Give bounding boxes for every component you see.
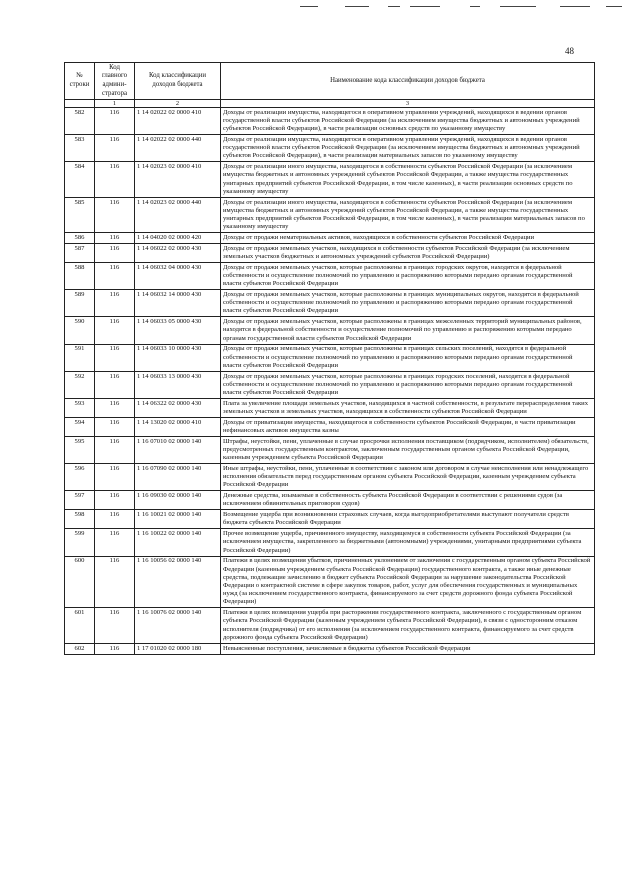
header-admin-code: Код главного админи-стратора bbox=[95, 63, 135, 100]
code-name-cell: Платежи в целях возмещения ущерба при расторжении государственного контракта, заключенного с государственным органом субъекта Российской Федерации (казенным учреждением субъекта Российской Федерации), в связи с односторонним отказом исполнителя (подрядчика) от его исполнения (за исключением государственного контракта, финансируемого за счет средств дорожного фонда субъекта Российской Федерации) bbox=[221, 608, 595, 643]
row-number-cell: 601 bbox=[65, 608, 95, 643]
admin-code-cell: 116 bbox=[95, 290, 135, 317]
admin-code-cell: 116 bbox=[95, 135, 135, 162]
table-row bbox=[65, 107, 595, 134]
admin-code-cell: 116 bbox=[95, 399, 135, 418]
classification-code-cell: 1 16 07010 02 0000 140 bbox=[135, 437, 221, 464]
table-row bbox=[65, 491, 595, 510]
admin-code-cell: 116 bbox=[95, 643, 135, 654]
classification-code-cell: 1 16 10076 02 0000 140 bbox=[135, 608, 221, 643]
code-name-cell: Доходы от продажи нематериальных активов, находящихся в собственности субъектов Российской Федерации bbox=[221, 233, 595, 244]
classification-code-cell: 1 16 10056 02 0000 140 bbox=[135, 556, 221, 608]
column-number-cell: 2 bbox=[135, 99, 221, 107]
table-row bbox=[65, 418, 595, 437]
table-row bbox=[65, 437, 595, 464]
classification-code-cell: 1 14 06022 02 0000 430 bbox=[135, 243, 221, 262]
code-name-cell: Невыясненные поступления, зачисляемые в бюджеты субъектов Российской Федерации bbox=[221, 643, 595, 654]
classification-code-cell: 1 17 01020 02 0000 180 bbox=[135, 643, 221, 654]
row-number-cell: 594 bbox=[65, 418, 95, 437]
column-number-cell bbox=[65, 99, 95, 107]
code-name-cell: Доходы от приватизации имущества, находящегося в собственности субъектов Российской Федерации, в части приватизации нефинансовых активов имущества казны bbox=[221, 418, 595, 437]
code-name-cell: Доходы от продажи земельных участков, которые расположены в границах городских поселений, находятся в федеральной собственности и осуществление полномочий по управлению и распоряжению которыми передано органам государственной власти субъектов Российской Федерации bbox=[221, 371, 595, 398]
table-row bbox=[65, 529, 595, 556]
column-number-cell: 3 bbox=[221, 99, 595, 107]
admin-code-cell: 116 bbox=[95, 197, 135, 232]
classification-code-cell: 1 14 06033 05 0000 430 bbox=[135, 317, 221, 344]
admin-code-cell: 116 bbox=[95, 418, 135, 437]
admin-code-cell: 116 bbox=[95, 608, 135, 643]
classification-code-cell: 1 14 06033 10 0000 430 bbox=[135, 344, 221, 371]
admin-code-cell: 116 bbox=[95, 344, 135, 371]
table-row bbox=[65, 262, 595, 289]
code-name-cell: Доходы от продажи земельных участков, находящихся в собственности субъектов Российской Федерации (за исключением земельных участков бюджетных и автономных учреждений субъектов Российской Федерации) bbox=[221, 243, 595, 262]
row-number-cell: 592 bbox=[65, 371, 95, 398]
classification-code-cell: 1 16 09030 02 0000 140 bbox=[135, 491, 221, 510]
classification-code-cell: 1 14 06322 02 0000 430 bbox=[135, 399, 221, 418]
table-row bbox=[65, 464, 595, 491]
row-number-cell: 585 bbox=[65, 197, 95, 232]
classification-code-cell: 1 14 06032 14 0000 430 bbox=[135, 290, 221, 317]
row-number-cell: 584 bbox=[65, 162, 95, 197]
table-row bbox=[65, 233, 595, 244]
row-number-cell: 589 bbox=[65, 290, 95, 317]
admin-code-cell: 116 bbox=[95, 162, 135, 197]
classification-code-cell: 1 14 13020 02 0000 410 bbox=[135, 418, 221, 437]
page-number: 48 bbox=[565, 46, 574, 56]
table-row bbox=[65, 162, 595, 197]
code-name-cell: Прочее возмещение ущерба, причиненного имуществу, находящемуся в собственности субъекта Российской Федерации (за исключением имущества, закрепленного за бюджетными (автономными) учреждениями, унитарными предприятиями субъекта Российской Федерации) bbox=[221, 529, 595, 556]
code-name-cell: Доходы от реализации имущества, находящегося в оперативном управлении учреждений, находящихся в ведении органов государственной власти субъектов Российской Федерации (за исключением имущества бюджетных и автономных учреждений субъектов Российской Федерации), в части реализации основных средств по указанному имуществу bbox=[221, 107, 595, 134]
code-name-cell: Доходы от реализации имущества, находящегося в оперативном управлении учреждений, находящихся в ведении органов государственной власти субъектов Российской Федерации (за исключением имущества бюджетных и автономных учреждений субъектов Российской Федерации), в части реализации материальных запасов по указанному имуществу bbox=[221, 135, 595, 162]
classification-code-cell: 1 14 02023 02 0000 410 bbox=[135, 162, 221, 197]
row-number-cell: 602 bbox=[65, 643, 95, 654]
row-number-cell: 586 bbox=[65, 233, 95, 244]
code-name-cell: Доходы от продажи земельных участков, которые расположены в границах городских округов, находятся в федеральной собственности и осуществление полномочий по управлению и распоряжению которыми передано органам государственной власти субъектов Российской Федерации bbox=[221, 262, 595, 289]
classification-code-cell: 1 14 02022 02 0000 410 bbox=[135, 107, 221, 134]
code-name-cell: Денежные средства, изымаемые в собственность субъекта Российской Федерации в соответствии с решениями судов (за исключением обвинительных приговоров судов) bbox=[221, 491, 595, 510]
code-name-cell: Доходы от продажи земельных участков, которые расположены в границах муниципальных округов, находятся в федеральной собственности и осуществление полномочий по управлению и распоряжению которыми передано органам государственной власти субъектов Российской Федерации bbox=[221, 290, 595, 317]
admin-code-cell: 116 bbox=[95, 556, 135, 608]
table-row bbox=[65, 510, 595, 529]
admin-code-cell: 116 bbox=[95, 233, 135, 244]
classification-code-cell: 1 16 10022 02 0000 140 bbox=[135, 529, 221, 556]
row-number-cell: 598 bbox=[65, 510, 95, 529]
table-row bbox=[65, 243, 595, 262]
row-number-cell: 588 bbox=[65, 262, 95, 289]
header-classification-code: Код классификации доходов бюджета bbox=[135, 63, 221, 100]
column-number-row bbox=[65, 99, 595, 107]
header-row-number: № строки bbox=[65, 63, 95, 100]
admin-code-cell: 116 bbox=[95, 371, 135, 398]
row-number-cell: 600 bbox=[65, 556, 95, 608]
table-row bbox=[65, 643, 595, 654]
classification-code-cell: 1 14 04020 02 0000 420 bbox=[135, 233, 221, 244]
table-row bbox=[65, 608, 595, 643]
code-name-cell: Платежи в целях возмещения убытков, причиненных уклонением от заключения с государственным органом субъекта Российской Федерации (казенным учреждением субъекта Российской Федерации) государственного контракта, а также иные денежные средства, подлежащие зачислению в бюджет субъекта Российской Федерации за нарушение законодательства Российской Федерации о контрактной системе в сфере закупок товаров, работ, услуг для обеспечения государственных и муниципальных нужд (за исключением государственного контракта, финансируемого за счет средств дорожного фонда субъекта Российской Федерации) bbox=[221, 556, 595, 608]
admin-code-cell: 116 bbox=[95, 107, 135, 134]
row-number-cell: 593 bbox=[65, 399, 95, 418]
admin-code-cell: 116 bbox=[95, 529, 135, 556]
column-number-cell: 1 bbox=[95, 99, 135, 107]
row-number-cell: 590 bbox=[65, 317, 95, 344]
table-row bbox=[65, 399, 595, 418]
classification-code-cell: 1 14 06032 04 0000 430 bbox=[135, 262, 221, 289]
admin-code-cell: 116 bbox=[95, 491, 135, 510]
row-number-cell: 587 bbox=[65, 243, 95, 262]
admin-code-cell: 116 bbox=[95, 464, 135, 491]
header-code-name: Наименование кода классификации доходов бюджета bbox=[221, 63, 595, 100]
classification-code-cell: 1 14 06033 13 0000 430 bbox=[135, 371, 221, 398]
table-row bbox=[65, 317, 595, 344]
table-row bbox=[65, 344, 595, 371]
code-name-cell: Доходы от продажи земельных участков, которые расположены в границах межселенных территорий муниципальных районов, находятся в федеральной собственности и осуществление полномочий по управлению и распоряжению которыми передано органам государственной власти субъектов Российской Федерации bbox=[221, 317, 595, 344]
row-number-cell: 596 bbox=[65, 464, 95, 491]
classification-code-cell: 1 16 07090 02 0000 140 bbox=[135, 464, 221, 491]
admin-code-cell: 116 bbox=[95, 262, 135, 289]
row-number-cell: 583 bbox=[65, 135, 95, 162]
row-number-cell: 597 bbox=[65, 491, 95, 510]
classification-code-cell: 1 16 10021 02 0000 140 bbox=[135, 510, 221, 529]
table-row bbox=[65, 197, 595, 232]
admin-code-cell: 116 bbox=[95, 317, 135, 344]
row-number-cell: 591 bbox=[65, 344, 95, 371]
code-name-cell: Штрафы, неустойки, пени, уплаченные в случае просрочки исполнения поставщиком (подрядчиком, исполнителем) обязательств, предусмотренных государственным контрактом, заключенным государственным органом субъекта Российской Федерации, казенным учреждением субъекта Российской Федерации bbox=[221, 437, 595, 464]
code-name-cell: Плата за увеличение площади земельных участков, находящихся в частной собственности, в результате перераспределения таких земельных участков и земельных участков, находящихся в собственности субъектов Российской Федерации bbox=[221, 399, 595, 418]
code-name-cell: Иные штрафы, неустойки, пени, уплаченные в соответствии с законом или договором в случае неисполнения или ненадлежащего исполнения обязательств перед государственным органом субъекта Российской Федерации, казенным учреждением субъекта Российской Федерации bbox=[221, 464, 595, 491]
code-name-cell: Доходы от реализации иного имущества, находящегося в собственности субъектов Российской Федерации (за исключением имущества бюджетных и автономных учреждений субъектов Российской Федерации, а также имущества государственных унитарных предприятий субъектов Российской Федерации, в том числе казенных), в части реализации материальных запасов по указанному имуществу bbox=[221, 197, 595, 232]
row-number-cell: 595 bbox=[65, 437, 95, 464]
row-number-cell: 582 bbox=[65, 107, 95, 134]
admin-code-cell: 116 bbox=[95, 510, 135, 529]
table-row bbox=[65, 556, 595, 608]
row-number-cell: 599 bbox=[65, 529, 95, 556]
income-classification-table bbox=[64, 62, 595, 655]
table-row bbox=[65, 371, 595, 398]
admin-code-cell: 116 bbox=[95, 437, 135, 464]
code-name-cell: Доходы от продажи земельных участков, которые расположены в границах сельских поселений, находятся в федеральной собственности и осуществление полномочий по управлению и распоряжению которыми передано органам государственной власти субъектов Российской Федерации bbox=[221, 344, 595, 371]
code-name-cell: Доходы от реализации иного имущества, находящегося в собственности субъектов Российской Федерации (за исключением имущества бюджетных и автономных учреждений субъектов Российской Федерации, а также имущества государственных унитарных предприятий субъектов Российской Федерации, в том числе казенных), в части реализации основных средств по указанному имуществу bbox=[221, 162, 595, 197]
scan-top-marks bbox=[0, 4, 640, 10]
classification-code-cell: 1 14 02023 02 0000 440 bbox=[135, 197, 221, 232]
code-name-cell: Возмещение ущерба при возникновении страховых случаев, когда выгодоприобретателями выступают получатели средств бюджета субъекта Российской Федерации bbox=[221, 510, 595, 529]
admin-code-cell: 116 bbox=[95, 243, 135, 262]
classification-code-cell: 1 14 02022 02 0000 440 bbox=[135, 135, 221, 162]
table-row bbox=[65, 290, 595, 317]
table-row bbox=[65, 135, 595, 162]
table-header-row bbox=[65, 63, 595, 100]
